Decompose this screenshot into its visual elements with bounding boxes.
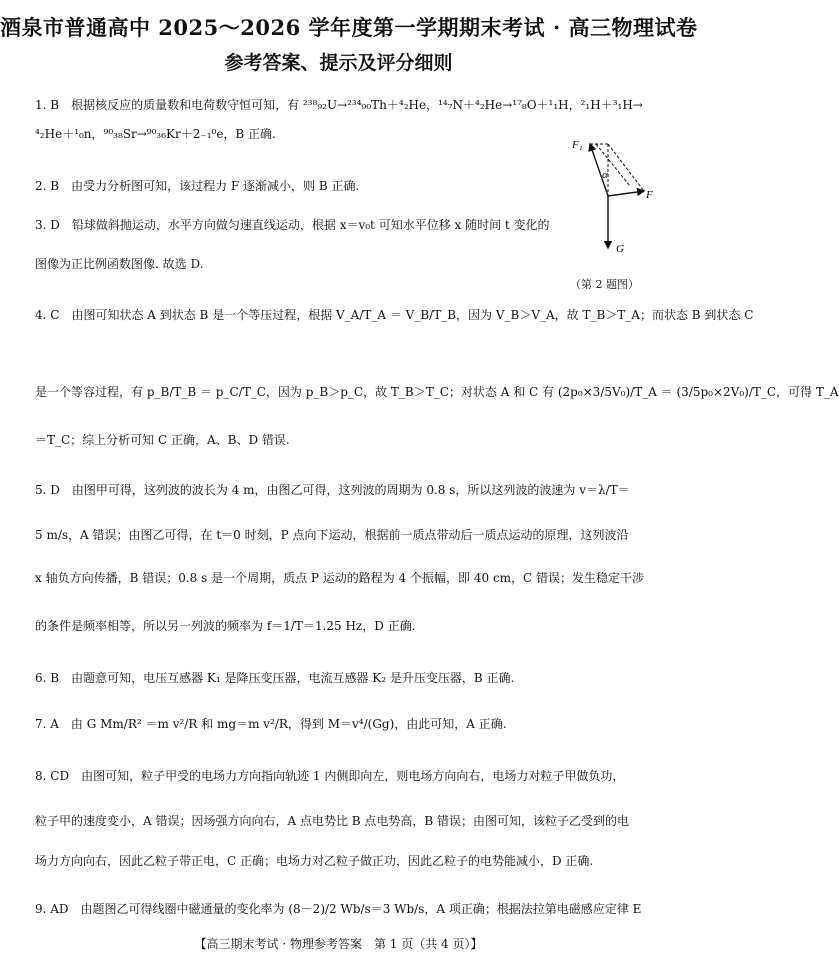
answer-3-line-1: 3. D 铅球做斜抛运动，水平方向做匀速直线运动，根据 x＝v₀t 可知水平位移 x 随时间 t 变化的 xyxy=(35,218,550,232)
label-alpha: α xyxy=(602,169,608,181)
figure-caption: （第 2 题图） xyxy=(570,278,639,291)
page-title: 酒泉市普通高中 2025～2026 学年度第一学期期末考试 · 高三物理试卷 xyxy=(0,15,698,40)
answer-4-line-2: 是一个等容过程，有 p_B/T_B ＝ p_C/T_C，因为 p_B＞p_C，故 T_B＞T_C；对状态 A 和 C 有 (2p₀×3/5V₀)/T_A ＝ (3/5p₀×2V₀)/T_C，可得 T_A xyxy=(35,385,839,399)
answer-5-line-4: 的条件是频率相等，所以另一列波的频率为 f＝1/T＝1.25 Hz，D 正确. xyxy=(35,619,416,633)
answer-8-line-2: 粒子甲的速度变小，A 错误；因场强方向向右，A 点电势比 B 点电势高，B 错误；由图可知，该粒子乙受到的电 xyxy=(35,814,630,828)
answer-5-line-3: x 轴负方向传播，B 错误；0.8 s 是一个周期，质点 P 运动的路程为 4 个振幅，即 40 cm，C 错误；发生稳定干涉 xyxy=(35,571,645,585)
answer-2-line-1: 2. B 由受力分析图可知，该过程力 F 逐渐减小，则 B 正确. xyxy=(35,179,360,193)
answer-1-line-2: ⁴₂He＋¹₀n，⁹⁰₃₈Sr→⁹⁰₃₆Kr＋2₋₁⁰e，B 正确. xyxy=(35,127,276,141)
answer-1-line-1: 1. B 根据核反应的质量数和电荷数守恒可知，有 ²³⁸₉₂U→²³⁴₉₀Th＋⁴₂He，¹⁴₇N＋⁴₂He→¹⁷₈O＋¹₁H，²₁H＋³₁H→ xyxy=(35,98,643,112)
answer-8-line-3: 场力方向向右，因此乙粒子带正电，C 正确；电场力对乙粒子做正功，因此乙粒子的电势能减小，D 正确. xyxy=(35,854,594,868)
dashed-line-right xyxy=(608,144,644,191)
answer-8-line-1: 8. CD 由图可知，粒子甲受的电场力方向指向轨迹 1 内侧即向左，则电场方向向右，电场力对粒子甲做负功， xyxy=(35,769,625,783)
answer-6-line-1: 6. B 由题意可知，电压互感器 K₁ 是降压变压器，电流互感器 K₂ 是升压变压器，B 正确. xyxy=(35,671,515,685)
force-diagram xyxy=(566,136,662,286)
answer-3-line-2: 图像为正比例函数图像. 故选 D. xyxy=(35,257,204,271)
f-arrow xyxy=(608,191,644,196)
answer-5-line-2: 5 m/s，A 错误；由图乙可得，在 t＝0 时刻，P 点向下运动，根据前一质点带动后一质点运动的原理，这列波沿 xyxy=(35,528,629,542)
label-g: G xyxy=(616,243,624,255)
page-footer: 【高三期末考试 · 物理参考答案 第 1 页（共 4 页）】 xyxy=(194,937,483,951)
answer-9-line-1: 9. AD 由题图乙可得线圈中磁通量的变化率为 (8－2)/2 Wb/s＝3 Wb/s，A 项正确；根据法拉第电磁感应定律 E xyxy=(35,902,642,916)
answer-4-line-1: 4. C 由图可知状态 A 到状态 B 是一个等压过程，根据 V_A/T_A ＝ V_B/T_B，因为 V_B＞V_A，故 T_B＞T_A；而状态 B 到状态 C xyxy=(35,308,754,322)
page-subtitle: 参考答案、提示及评分细则 xyxy=(224,52,453,74)
label-f1: F₁ xyxy=(572,139,583,151)
answer-7-line-1: 7. A 由 G Mm/R² ＝m v²/R 和 mg＝m v²/R，得到 M＝v⁴/(Gg)，由此可知，A 正确. xyxy=(35,717,507,731)
answer-4-line-3: ＝T_C；综上分析可知 C 正确，A、B、D 错误. xyxy=(35,433,290,447)
answer-5-line-1: 5. D 由图甲可得，这列波的波长为 4 m，由图乙可得，这列波的周期为 0.8 s，所以这列波的波速为 v＝λ/T＝ xyxy=(35,483,630,497)
label-f: F xyxy=(646,189,653,201)
